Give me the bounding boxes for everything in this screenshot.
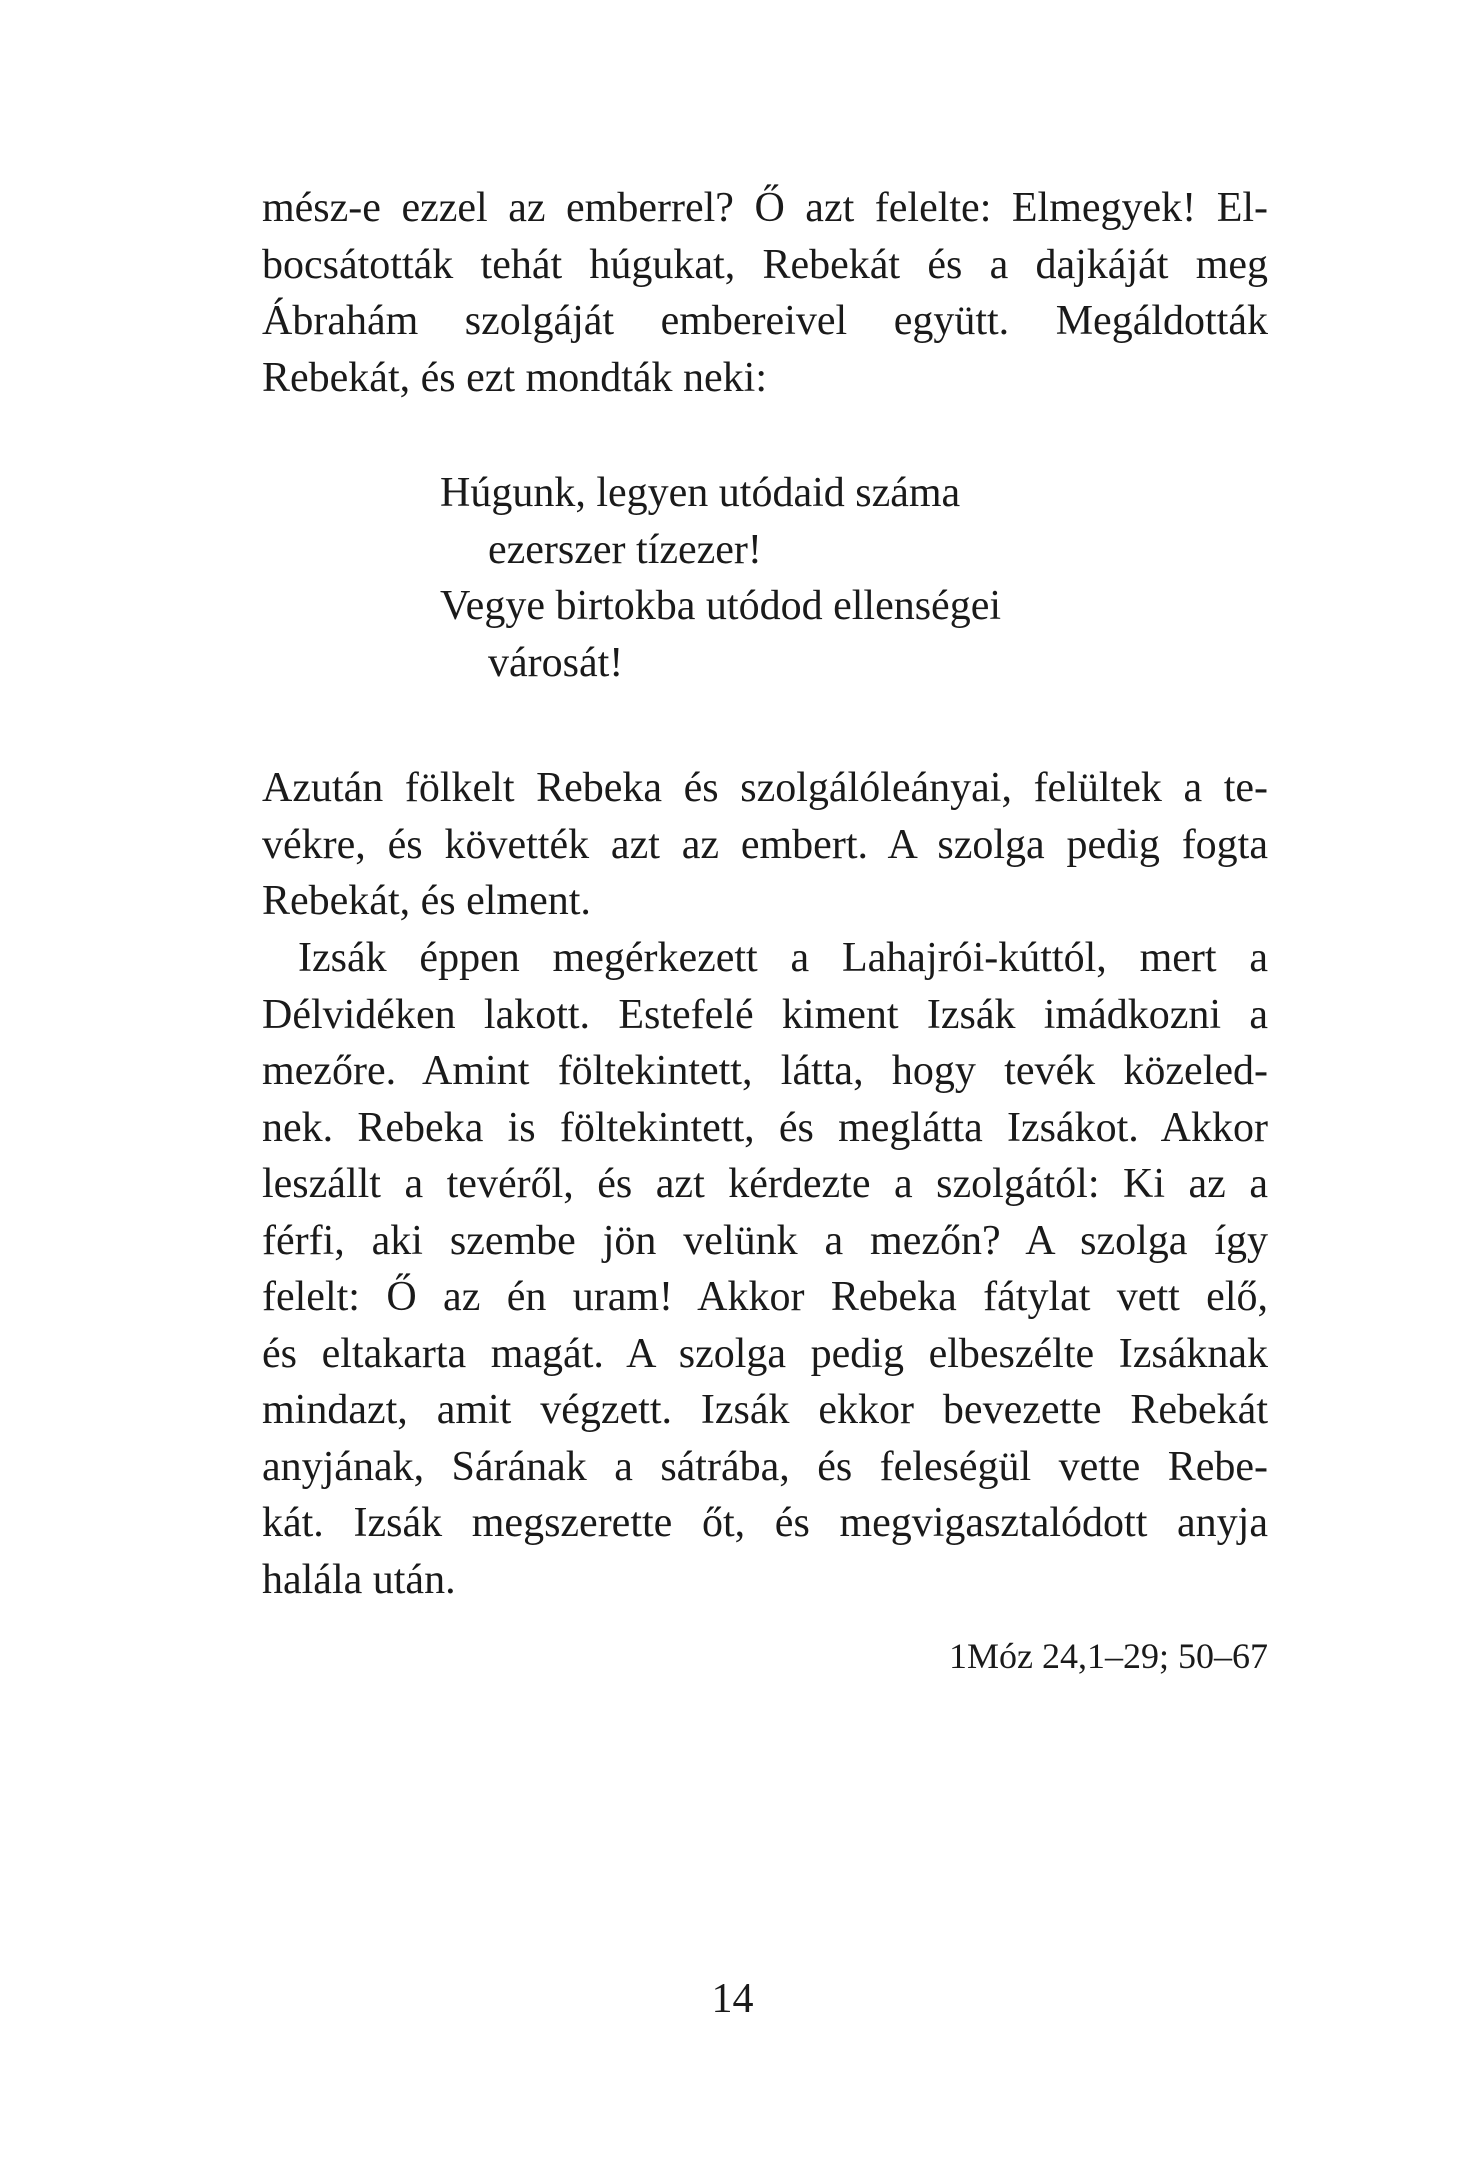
text-line: kát. Izsák megszerette őt, és megvigasztalódott anyja bbox=[262, 1500, 1268, 1546]
text-line: Rebekát, és elment. bbox=[262, 878, 591, 924]
poem-block bbox=[440, 465, 1001, 691]
text-line: leszállt a tevéről, és azt kérdezte a szolgától: Ki az a bbox=[262, 1161, 1268, 1207]
poem-line: városát! bbox=[488, 639, 624, 686]
text-line: Rebekát, és ezt mondták neki: bbox=[262, 354, 768, 401]
text-line: Ábrahám szolgáját embereivel együtt. Megáldották bbox=[262, 298, 1268, 344]
scripture-reference: 1Móz 24,1–29; 50–67 bbox=[949, 1636, 1268, 1676]
page-number: 14 bbox=[711, 1976, 754, 2022]
text-line: mezőre. Amint föltekintett, látta, hogy tevék közeled- bbox=[262, 1048, 1268, 1094]
text-line: Délvidéken lakott. Estefelé kiment Izsák imádkozni a bbox=[262, 991, 1268, 1038]
paragraph-1 bbox=[262, 180, 1268, 406]
text-line: mindazt, amit végzett. Izsák ekkor bevezette Rebekát bbox=[262, 1387, 1268, 1433]
text-line: bocsátották tehát húgukat, Rebekát és a dajkáját meg bbox=[262, 241, 1268, 288]
text-line: férfi, aki szembe jön velünk a mezőn? A szolga így bbox=[262, 1217, 1268, 1264]
paragraph-2 bbox=[262, 760, 1268, 930]
text-line: nek. Rebeka is föltekintett, és meglátta Izsákot. Akkor bbox=[262, 1104, 1268, 1151]
text-line: felelt: Ő az én uram! Akkor Rebeka fátylat vett elő, bbox=[262, 1274, 1268, 1320]
text-line: vékre, és követték azt az embert. A szolga pedig fogta bbox=[262, 821, 1268, 868]
poem-line: Húgunk, legyen utódaid száma bbox=[440, 470, 961, 516]
text-line: és eltakarta magát. A szolga pedig elbeszélte Izsáknak bbox=[262, 1330, 1268, 1377]
text-line: mész-e ezzel az emberrel? Ő azt felelte: Elmegyek! El- bbox=[262, 185, 1268, 231]
text-line: halála után. bbox=[262, 1556, 456, 1603]
text-line: Azután fölkelt Rebeka és szolgálóleányai, felültek a te- bbox=[262, 765, 1268, 811]
poem-line: Vegye birtokba utódod ellenségei bbox=[440, 583, 1002, 629]
text-line: anyjának, Sárának a sátrába, és feleségül vette Rebe- bbox=[262, 1443, 1268, 1490]
text-line: Izsák éppen megérkezett a Lahajrói-kúttól, mert a bbox=[298, 935, 1268, 981]
poem-line: ezerszer tízezer! bbox=[488, 526, 762, 573]
paragraph-3 bbox=[262, 930, 1268, 1608]
